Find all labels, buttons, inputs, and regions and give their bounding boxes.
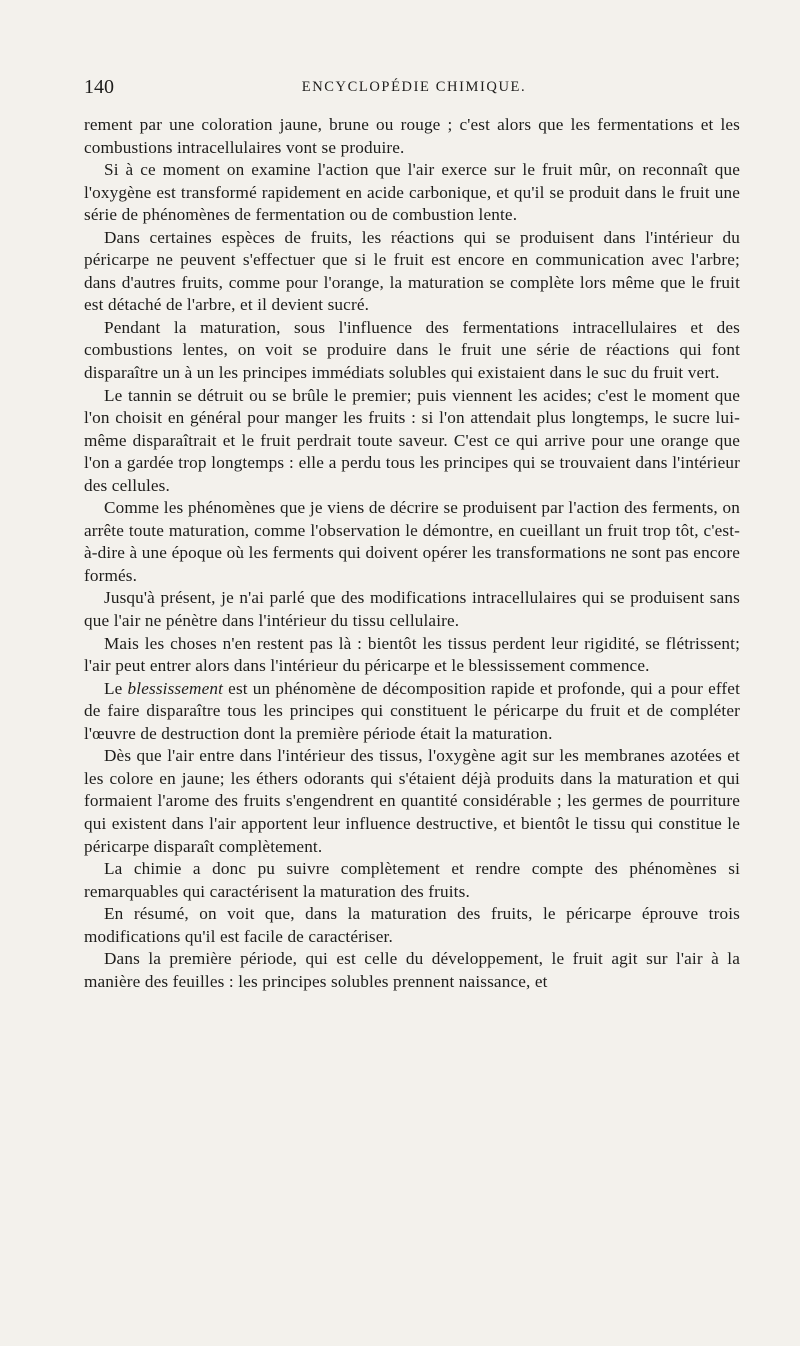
paragraph: Dans certaines espèces de fruits, les réactions qui se produisent dans l'intérieur du péricarpe ne peuvent s'effectuer que si le fruit est encore en communication avec l'arbre; dans d'autres fruits, comme pour l'orange, la maturation se complète lors même que le fruit est détaché de l'arbre, et il devient sucré. <box>84 227 740 315</box>
paragraph: Pendant la maturation, sous l'influence des fermentations intracellulaires et des combustions lentes, on voit se produire dans le fruit une série de réactions qui font disparaître un à un les principes immédiats solubles qui existaient dans le suc du fruit vert. <box>84 317 740 383</box>
paragraph <box>84 678 740 746</box>
running-head: ENCYCLOPÉDIE CHIMIQUE. <box>301 79 527 95</box>
paragraph: Comme les phénomènes que je viens de décrire se produisent par l'action des ferments, on arrête toute maturation, comme l'observation le démontre, en cueillant un fruit trop tôt, c'est-à-dire à une époque où les ferments qui doivent opérer les transformations ne sont pas encore formés. <box>84 498 740 585</box>
paragraph: Mais les choses n'en restent pas là : bientôt les tissus perdent leur rigidité, se flétrissent; l'air peut entrer alors dans l'intérieur du péricarpe et le blessissement commence. <box>84 633 740 676</box>
paragraph-prefix: Le <box>104 678 128 698</box>
paragraph: rement par une coloration jaune, brune ou rouge ; c'est alors que les fermentations et les combustions intracellulaires vont se produire. <box>84 115 740 157</box>
body-text <box>84 114 740 993</box>
paragraph: Dès que l'air entre dans l'intérieur des tissus, l'oxygène agit sur les membranes azotées et les colore en jaune; les éthers odorants qui s'étaient déjà produits dans la maturation et qui formaient l'arome des fruits s'engendrent en quantité considérable ; les germes de pourriture qui existent dans l'air apportent leur influence destructive, et bientôt le tissu qui constitue le péricarpe disparaît complètement. <box>84 746 740 856</box>
page-header <box>84 76 744 102</box>
paragraph-rest: est un phénomène de décomposition rapide et profonde, qui a pour effet de faire disparaître tous les principes qui constituent le péricarpe du fruit et de compléter l'œuvre de destruction dont la première période était la maturation. <box>84 678 740 743</box>
paragraph: Le tannin se détruit ou se brûle le premier; puis viennent les acides; c'est le moment que l'on choisit en général pour manger les fruits : si l'on attendait plus longtemps, le sucre lui-même disparaîtrait et le fruit perdrait toute saveur. C'est ce qui arrive pour une orange que l'on a gardée trop longtemps : elle a perdu tous les principes qui se trouvaient dans l'intérieur des cellules. <box>84 385 740 495</box>
paragraph: Jusqu'à présent, je n'ai parlé que des modifications intracellulaires qui se produisent sans que l'air ne pénètre dans l'intérieur du tissu cellulaire. <box>84 588 740 631</box>
page-number: 140 <box>84 76 114 98</box>
emphasized-term: blessissement <box>127 678 224 698</box>
paragraph: En résumé, on voit que, dans la maturation des fruits, le péricarpe éprouve trois modifications qu'il est facile de caractériser. <box>84 904 740 946</box>
paragraph: La chimie a donc pu suivre complètement et rendre compte des phénomènes si remarquables qui caractérisent la maturation des fruits. <box>84 859 740 901</box>
paragraph: Dans la première période, qui est celle du développement, le fruit agit sur l'air à la manière des feuilles : les principes solubles prennent naissance, et <box>84 949 740 991</box>
paragraph: Si à ce moment on examine l'action que l'air exerce sur le fruit mûr, on reconnaît que l'oxygène est transformé rapidement en acide carbonique, et qu'il se produit dans le fruit une série de phénomènes de fermentation ou de combustion lente. <box>84 160 740 225</box>
